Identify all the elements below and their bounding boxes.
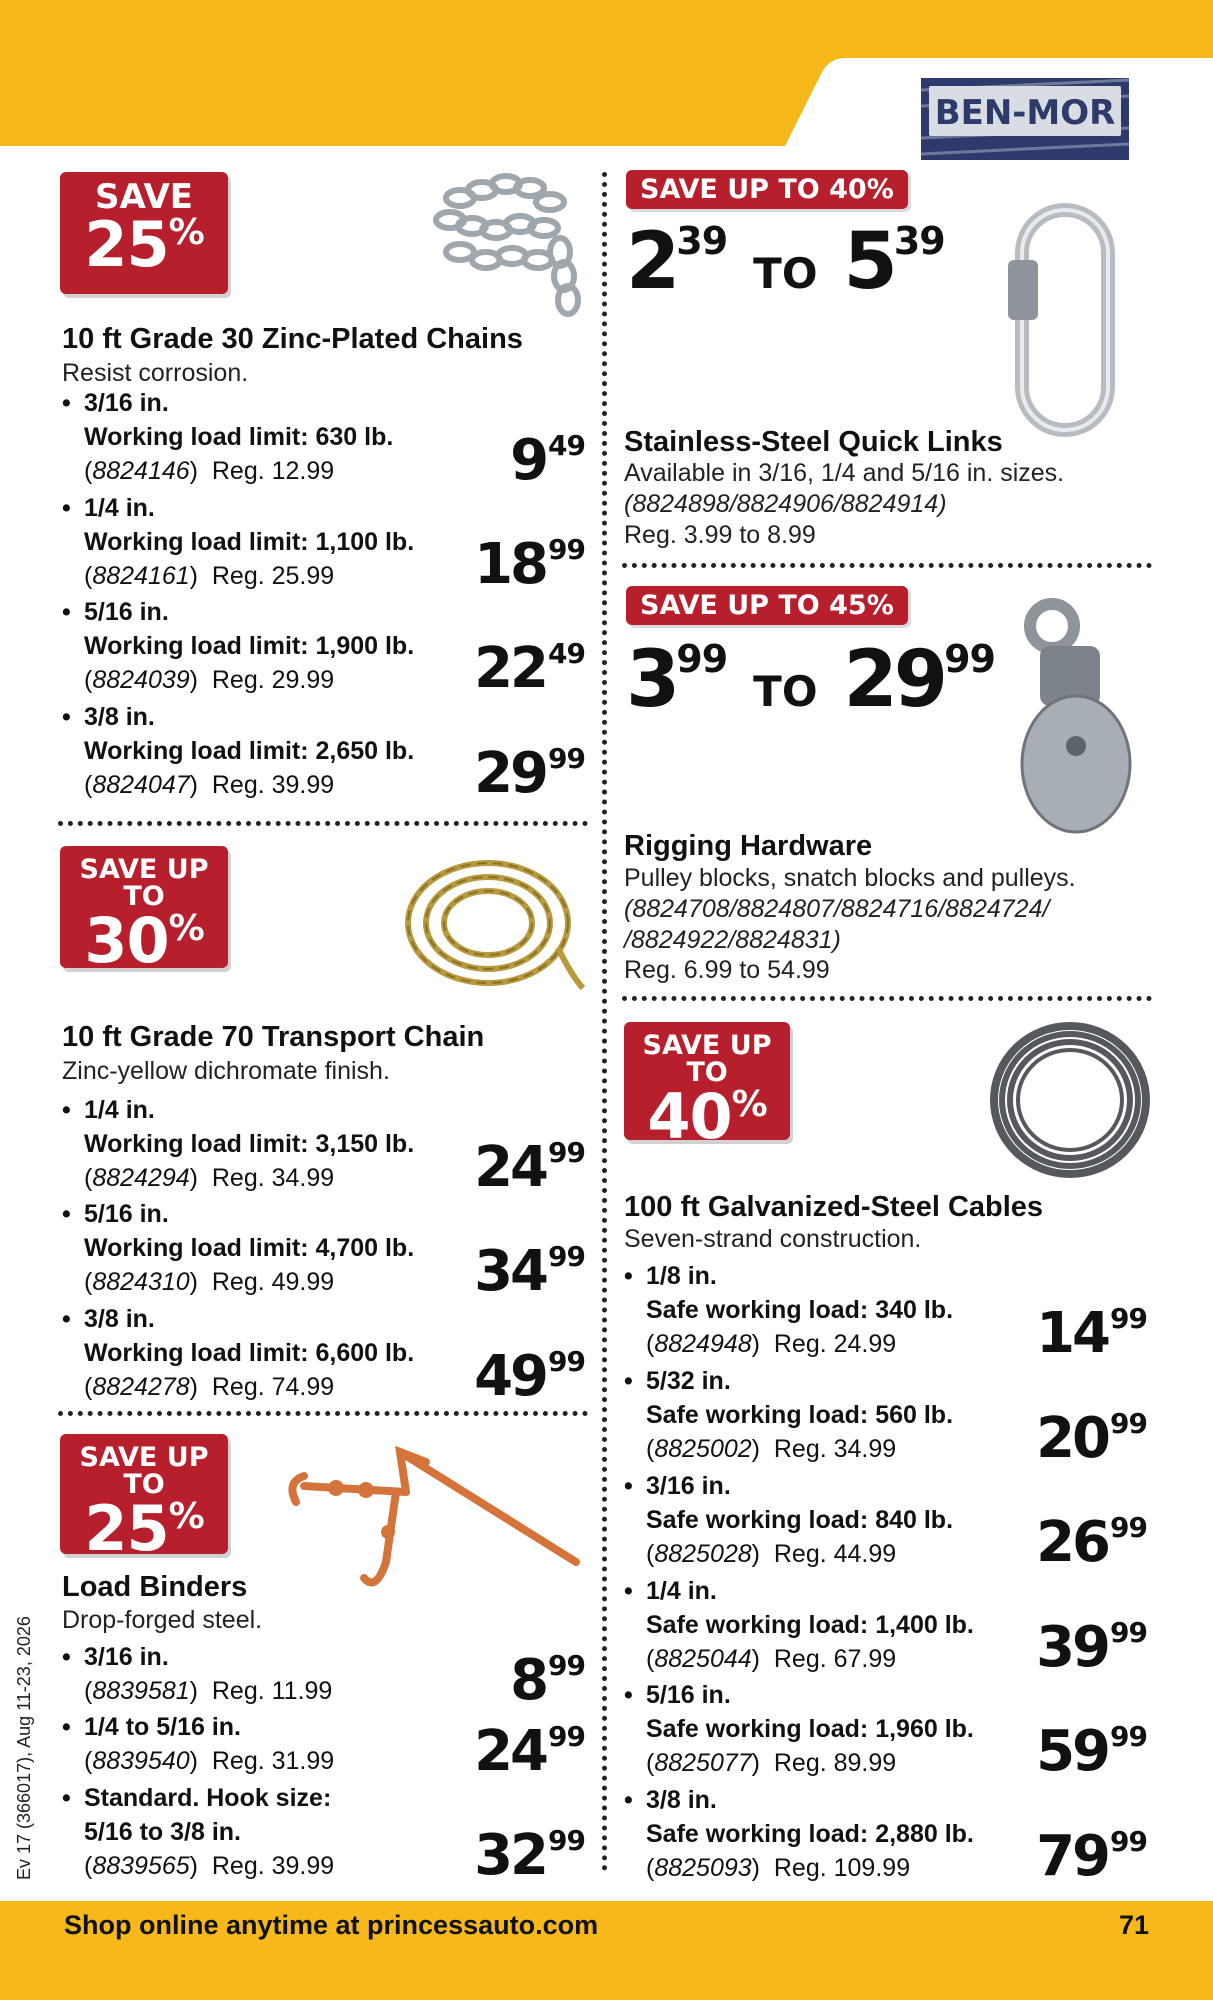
sale-price: $9^{49}$ [510, 428, 585, 493]
sale-price: $8^{99}$ [510, 1648, 585, 1713]
sale-price: $18^{99}$ [474, 532, 585, 597]
sale-price: $49^{99}$ [474, 1344, 585, 1409]
product-option: • 3/8 in. Working load limit: 6,600 lb. (8824278) Reg. 74.99 [62, 1305, 415, 1401]
product-option: • 3/16 in. Working load limit: 630 lb. (8824146) Reg. 12.99 [62, 389, 394, 485]
sale-price: $32^{99}$ [474, 1823, 585, 1888]
product-option: • 1/4 in. Safe working load: 1,400 lb. (8825044) Reg. 67.99 [624, 1577, 974, 1673]
product-option: • 1/4 to 5/16 in. (8839540) Reg. 31.99 [62, 1713, 335, 1775]
product-title: Stainless-Steel Quick Links [624, 426, 1003, 458]
section-divider [622, 996, 1152, 1001]
sale-price: $24^{99}$ [474, 1135, 585, 1200]
section-divider [58, 1411, 588, 1416]
product-option: • 5/16 in. Safe working load: 1,960 lb. (8825077) Reg. 89.99 [624, 1681, 974, 1777]
sku-list: /8824922/8824831) [624, 926, 841, 954]
product-option: • 3/16 in. Safe working load: 840 lb. (8825028) Reg. 44.99 [624, 1472, 954, 1568]
save-badge: SAVE UP TO 30% [60, 846, 228, 968]
sale-price: $59^{99}$ [1036, 1719, 1147, 1784]
product-option: • 5/16 in. Working load limit: 1,900 lb. (8824039) Reg. 29.99 [62, 598, 415, 694]
sale-price: $26^{99}$ [1036, 1510, 1147, 1575]
sale-price: $34^{99}$ [474, 1239, 585, 1304]
product-title: 10 ft Grade 70 Transport Chain [62, 1021, 485, 1053]
save-badge: SAVE UP TO 40% [624, 1022, 790, 1140]
regular-price: Reg. 3.99 to 8.99 [624, 521, 816, 549]
product-option: • 1/8 in. Safe working load: 340 lb. (8824948) Reg. 24.99 [624, 1262, 954, 1358]
product-subtitle: Resist corrosion. [62, 359, 249, 387]
product-title: 100 ft Galvanized-Steel Cables [624, 1191, 1044, 1223]
section-divider [622, 563, 1152, 568]
price-range: 239TO 539 [626, 217, 945, 307]
steel-cable-image [988, 1020, 1152, 1180]
quick-link-image [1000, 200, 1130, 440]
product-option: • 3/16 in. (8839581) Reg. 11.99 [62, 1643, 333, 1705]
product-option: • 3/8 in. Safe working load: 2,880 lb. (8825093) Reg. 109.99 [624, 1786, 974, 1882]
svg-text:BEN-MOR: BEN-MOR [934, 93, 1116, 133]
catalog-code: Ev 17 (366017), Aug 11-23, 2026 [14, 1616, 34, 1880]
sale-price: $24^{99}$ [474, 1719, 585, 1784]
product-title: 10 ft Grade 30 Zinc-Plated Chains [62, 323, 523, 355]
sku-list: (8824708/8824807/8824716/8824724/ [624, 895, 1050, 923]
load-binder-image [276, 1442, 586, 1612]
ben-mor-logo [921, 78, 1129, 160]
sale-price: $79^{99}$ [1036, 1824, 1147, 1889]
product-subtitle: Available in 3/16, 1/4 and 5/16 in. sizes. [624, 459, 1065, 487]
sale-price: $29^{99}$ [474, 741, 585, 806]
pulley-image [1010, 596, 1140, 836]
sale-price: $22^{49}$ [474, 636, 585, 701]
product-option: • 1/4 in. Working load limit: 1,100 lb. (8824161) Reg. 25.99 [62, 494, 415, 590]
price-range: 399TO 2999 [626, 635, 995, 725]
save-badge: SAVE UP TO 40% [626, 170, 908, 209]
sku-list: (8824898/8824906/8824914) [624, 490, 947, 518]
product-title: Load Binders [62, 1571, 248, 1603]
sale-price: $39^{99}$ [1036, 1615, 1147, 1680]
product-option: • Standard. Hook size: 5/16 to 3/8 in. (8839565) Reg. 39.99 [62, 1784, 335, 1880]
save-badge: SAVE UP TO 45% [626, 586, 908, 625]
product-option: • 5/16 in. Working load limit: 4,700 lb. (8824310) Reg. 49.99 [62, 1200, 415, 1296]
page-number: 71 [1118, 1910, 1149, 1940]
transport-chain-image [388, 838, 588, 1008]
product-subtitle: Drop-forged steel. [62, 1606, 263, 1634]
product-option: • 5/32 in. Safe working load: 560 lb. (8825002) Reg. 34.99 [624, 1367, 954, 1463]
product-subtitle: Seven-strand construction. [624, 1225, 922, 1253]
zinc-chain-image [420, 168, 590, 318]
regular-price: Reg. 6.99 to 54.99 [624, 956, 830, 984]
sale-price: $14^{99}$ [1036, 1301, 1147, 1366]
product-option: • 1/4 in. Working load limit: 3,150 lb. (8824294) Reg. 34.99 [62, 1096, 415, 1192]
sale-price: $20^{99}$ [1036, 1406, 1147, 1471]
section-divider [58, 821, 588, 826]
save-badge: SAVE 25% [60, 172, 228, 294]
product-subtitle: Zinc-yellow dichromate finish. [62, 1057, 390, 1085]
column-divider [602, 172, 607, 1872]
product-option: • 3/8 in. Working load limit: 2,650 lb. (8824047) Reg. 39.99 [62, 703, 415, 799]
footer-link-text[interactable]: Shop online anytime at princessauto.com [64, 1910, 599, 1940]
save-badge: SAVE UP TO 25% [60, 1434, 228, 1554]
product-subtitle: Pulley blocks, snatch blocks and pulleys. [624, 864, 1076, 892]
product-title: Rigging Hardware [624, 830, 873, 862]
